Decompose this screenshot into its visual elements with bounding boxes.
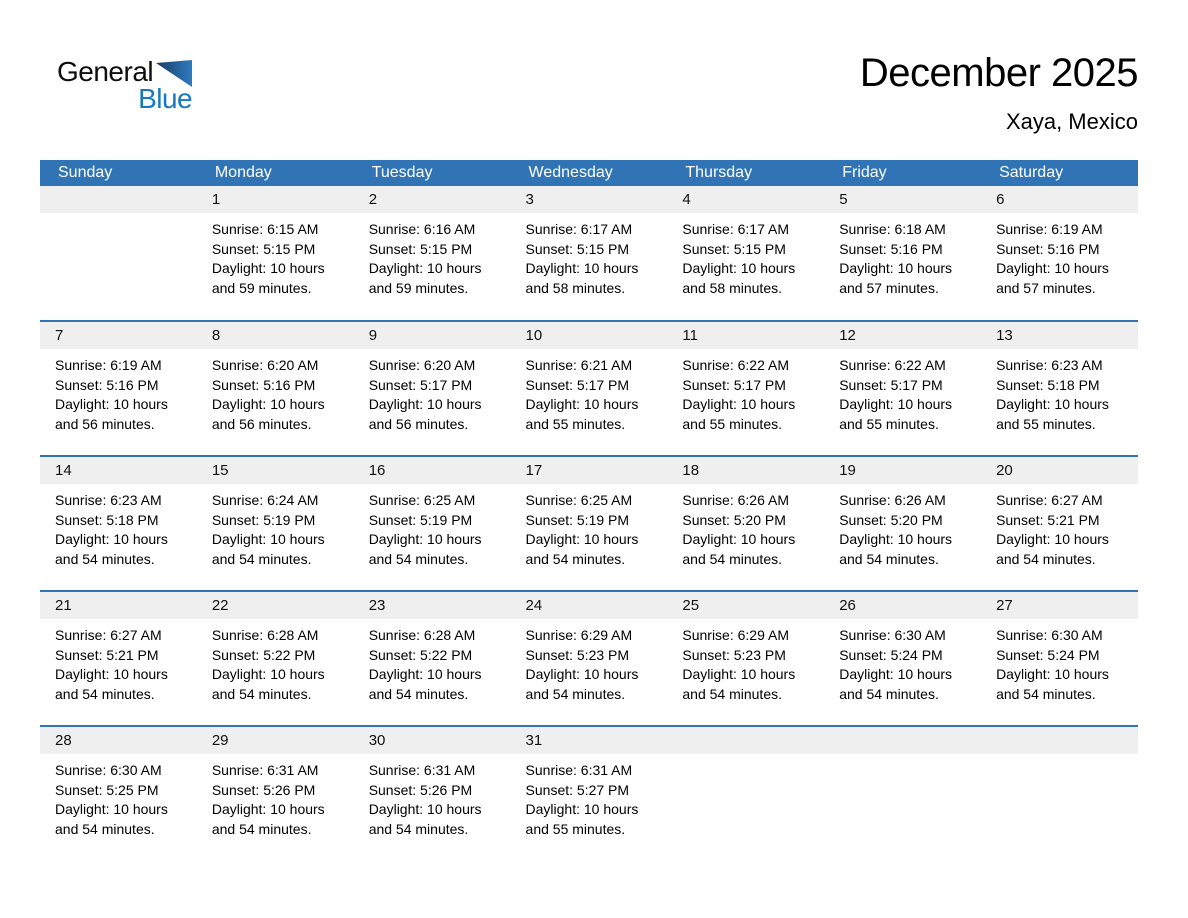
day-header-monday: Monday (197, 160, 354, 186)
week-row-5 (40, 726, 1138, 861)
day-cell-22 (197, 591, 354, 726)
day-details (824, 754, 981, 761)
day-cell-16 (354, 456, 511, 591)
day-cell-31 (511, 726, 668, 861)
day-cell-12 (824, 321, 981, 456)
day-header-tuesday: Tuesday (354, 160, 511, 186)
day-detail-line: Daylight: 10 hours (525, 531, 639, 547)
day-detail-line: Sunrise: 6:21 AM (525, 357, 633, 373)
day-detail-line: Sunset: 5:18 PM (996, 376, 1100, 393)
day-cell-15 (197, 456, 354, 591)
day-detail-line: Daylight: 10 hours (682, 666, 796, 682)
day-number: 6 (981, 186, 1138, 213)
day-number: 31 (511, 727, 668, 754)
day-detail-line: Daylight: 10 hours (996, 666, 1109, 682)
day-number: 21 (40, 592, 197, 619)
day-number: 22 (197, 592, 354, 619)
calendar-table (40, 160, 1138, 861)
day-detail-line: Daylight: 10 hours (368, 396, 482, 412)
day-detail-line: Sunrise: 6:27 AM (996, 492, 1103, 508)
day-number: 11 (667, 322, 824, 349)
day-detail-line: Sunrise: 6:30 AM (839, 627, 946, 643)
day-number: 17 (511, 457, 668, 484)
day-number: 9 (354, 322, 511, 349)
day-cell-20 (981, 456, 1138, 591)
day-detail-line: Daylight: 10 hours (211, 260, 325, 276)
day-detail-line: Sunset: 5:15 PM (682, 240, 786, 257)
day-details (824, 619, 981, 704)
day-detail-line: and 54 minutes. (55, 820, 155, 837)
title-block (860, 50, 1138, 134)
day-details (511, 754, 668, 839)
day-cell-5 (824, 186, 981, 321)
day-cell-26 (824, 591, 981, 726)
day-cell-6 (981, 186, 1138, 321)
day-number: 15 (197, 457, 354, 484)
day-detail-line: Daylight: 10 hours (682, 396, 796, 412)
logo-text-general: General (57, 56, 154, 87)
day-detail-line: and 54 minutes. (839, 685, 939, 702)
day-number: 10 (511, 322, 668, 349)
day-number: 18 (667, 457, 824, 484)
day-detail-line: Sunset: 5:26 PM (368, 781, 473, 798)
day-details (667, 484, 824, 569)
week-row-4 (40, 591, 1138, 726)
day-detail-line: Sunrise: 6:29 AM (682, 627, 789, 643)
day-details (197, 213, 354, 298)
day-cell-27 (981, 591, 1138, 726)
day-details (197, 754, 354, 839)
day-cell-11 (667, 321, 824, 456)
general-blue-logo (57, 58, 192, 113)
day-detail-line: and 54 minutes. (525, 685, 626, 702)
day-details (981, 349, 1138, 434)
day-details (354, 754, 511, 839)
day-detail-line: and 55 minutes. (839, 415, 939, 432)
day-detail-line: Daylight: 10 hours (368, 801, 482, 817)
day-cell-8 (197, 321, 354, 456)
day-detail-line: Daylight: 10 hours (368, 531, 482, 547)
day-detail-line: Sunrise: 6:22 AM (839, 357, 946, 373)
day-detail-line: Sunset: 5:16 PM (839, 240, 943, 257)
day-detail-line: and 54 minutes. (55, 685, 155, 702)
day-cell-25 (667, 591, 824, 726)
day-detail-line: and 55 minutes. (682, 415, 782, 432)
day-number: 4 (667, 186, 824, 213)
day-detail-line: Sunrise: 6:20 AM (211, 357, 319, 373)
day-detail-line: Daylight: 10 hours (682, 260, 796, 276)
day-detail-line: Sunset: 5:16 PM (996, 240, 1100, 257)
day-details (667, 754, 824, 761)
day-details (511, 484, 668, 569)
day-number: 13 (981, 322, 1138, 349)
day-detail-line: Daylight: 10 hours (525, 666, 639, 682)
day-detail-line: and 54 minutes. (682, 685, 782, 702)
day-detail-line: Sunset: 5:19 PM (368, 511, 473, 528)
day-detail-line: Sunset: 5:17 PM (525, 376, 630, 393)
day-details (197, 484, 354, 569)
day-detail-line: Sunset: 5:23 PM (682, 646, 786, 663)
day-detail-line: Sunrise: 6:20 AM (368, 357, 476, 373)
day-detail-line: and 54 minutes. (996, 550, 1096, 567)
week-row-3 (40, 456, 1138, 591)
day-number (40, 186, 197, 213)
day-detail-line: Sunset: 5:20 PM (839, 511, 943, 528)
day-detail-line: Daylight: 10 hours (525, 396, 639, 412)
day-detail-line: and 54 minutes. (211, 550, 312, 567)
day-number: 28 (40, 727, 197, 754)
day-number (824, 727, 981, 754)
day-cell-14 (40, 456, 197, 591)
day-cell-19 (824, 456, 981, 591)
day-number: 23 (354, 592, 511, 619)
day-details (981, 484, 1138, 569)
page-subtitle: Xaya, Mexico (1005, 109, 1138, 134)
day-cell-30 (354, 726, 511, 861)
day-number: 1 (197, 186, 354, 213)
day-details (824, 213, 981, 298)
day-detail-line: and 54 minutes. (525, 550, 626, 567)
day-detail-line: Sunrise: 6:19 AM (996, 221, 1103, 237)
day-cell-7 (40, 321, 197, 456)
day-detail-line: Sunrise: 6:16 AM (368, 221, 476, 237)
day-header-friday: Friday (824, 160, 981, 186)
day-cell-9 (354, 321, 511, 456)
day-detail-line: Sunrise: 6:22 AM (682, 357, 789, 373)
day-detail-line: Daylight: 10 hours (211, 666, 325, 682)
day-number: 2 (354, 186, 511, 213)
day-details (40, 754, 197, 839)
day-cell-4 (667, 186, 824, 321)
day-detail-line: Sunrise: 6:25 AM (368, 492, 476, 508)
day-details (667, 349, 824, 434)
day-cell-2 (354, 186, 511, 321)
day-detail-line: Sunset: 5:18 PM (55, 511, 159, 528)
day-detail-line: Sunset: 5:16 PM (55, 376, 159, 393)
day-details (824, 349, 981, 434)
logo-text-blue: Blue (138, 83, 193, 114)
day-detail-line: Sunrise: 6:27 AM (55, 627, 162, 643)
day-details (981, 754, 1138, 761)
day-detail-line: Sunrise: 6:31 AM (368, 762, 476, 778)
day-detail-line: Daylight: 10 hours (839, 396, 953, 412)
day-detail-line: Daylight: 10 hours (55, 666, 168, 682)
day-detail-line: Sunrise: 6:18 AM (839, 221, 946, 237)
day-details (40, 213, 197, 220)
day-detail-line: Daylight: 10 hours (839, 260, 953, 276)
day-detail-line: Daylight: 10 hours (55, 396, 168, 412)
day-detail-line: Sunrise: 6:23 AM (55, 492, 162, 508)
day-details (354, 484, 511, 569)
day-detail-line: and 59 minutes. (368, 279, 469, 296)
day-detail-line: Sunrise: 6:31 AM (211, 762, 319, 778)
day-detail-line: Sunset: 5:17 PM (839, 376, 943, 393)
day-number: 26 (824, 592, 981, 619)
day-detail-line: Daylight: 10 hours (525, 260, 639, 276)
day-detail-line: Sunset: 5:24 PM (996, 646, 1100, 663)
day-cell-10 (511, 321, 668, 456)
day-detail-line: Sunset: 5:27 PM (525, 781, 630, 798)
day-cell-24 (511, 591, 668, 726)
day-detail-line: Sunset: 5:20 PM (682, 511, 786, 528)
day-detail-line: Sunrise: 6:30 AM (55, 762, 162, 778)
day-detail-line: Sunset: 5:23 PM (525, 646, 630, 663)
day-number: 20 (981, 457, 1138, 484)
day-cell-empty (40, 186, 197, 321)
day-number: 14 (40, 457, 197, 484)
page-header (0, 0, 1188, 160)
day-detail-line: Daylight: 10 hours (211, 531, 325, 547)
day-detail-line: Daylight: 10 hours (839, 531, 953, 547)
day-detail-line: and 56 minutes. (211, 415, 312, 432)
day-detail-line: and 59 minutes. (211, 279, 312, 296)
day-detail-line: Daylight: 10 hours (211, 396, 325, 412)
day-detail-line: Sunrise: 6:19 AM (55, 357, 162, 373)
day-detail-line: Sunrise: 6:17 AM (525, 221, 633, 237)
day-details (197, 619, 354, 704)
day-detail-line: Daylight: 10 hours (682, 531, 796, 547)
day-detail-line: and 54 minutes. (55, 550, 155, 567)
day-detail-line: and 54 minutes. (839, 550, 939, 567)
day-detail-line: Sunset: 5:21 PM (996, 511, 1100, 528)
day-number: 27 (981, 592, 1138, 619)
day-detail-line: Sunrise: 6:23 AM (996, 357, 1103, 373)
day-detail-line: Sunset: 5:25 PM (55, 781, 159, 798)
day-details (667, 619, 824, 704)
day-detail-line: Sunset: 5:15 PM (525, 240, 630, 257)
day-detail-line: and 54 minutes. (211, 820, 312, 837)
day-detail-line: and 54 minutes. (996, 685, 1096, 702)
day-number (981, 727, 1138, 754)
day-cell-1 (197, 186, 354, 321)
day-detail-line: and 54 minutes. (682, 550, 782, 567)
calendar-day-header-row (40, 160, 1138, 186)
day-detail-line: and 56 minutes. (55, 415, 155, 432)
day-number: 12 (824, 322, 981, 349)
day-detail-line: Sunrise: 6:15 AM (211, 221, 319, 237)
day-detail-line: Sunset: 5:21 PM (55, 646, 159, 663)
day-detail-line: Sunset: 5:16 PM (211, 376, 316, 393)
day-detail-line: and 58 minutes. (525, 279, 626, 296)
day-header-wednesday: Wednesday (511, 160, 668, 186)
day-detail-line: and 57 minutes. (839, 279, 939, 296)
day-cell-21 (40, 591, 197, 726)
day-cell-empty (824, 726, 981, 861)
day-details (197, 349, 354, 434)
day-detail-line: Sunset: 5:17 PM (682, 376, 786, 393)
day-detail-line: and 56 minutes. (368, 415, 469, 432)
day-detail-line: Sunset: 5:22 PM (211, 646, 316, 663)
day-detail-line: and 57 minutes. (996, 279, 1096, 296)
day-detail-line: Sunrise: 6:25 AM (525, 492, 633, 508)
day-detail-line: Sunset: 5:26 PM (211, 781, 316, 798)
day-number: 5 (824, 186, 981, 213)
day-number: 29 (197, 727, 354, 754)
day-cell-23 (354, 591, 511, 726)
day-detail-line: Daylight: 10 hours (211, 801, 325, 817)
day-cell-28 (40, 726, 197, 861)
day-number: 3 (511, 186, 668, 213)
day-number: 30 (354, 727, 511, 754)
day-number: 24 (511, 592, 668, 619)
day-cell-29 (197, 726, 354, 861)
week-row-1 (40, 186, 1138, 321)
day-cell-18 (667, 456, 824, 591)
day-detail-line: Daylight: 10 hours (55, 801, 168, 817)
day-detail-line: Sunset: 5:17 PM (368, 376, 473, 393)
day-detail-line: Sunrise: 6:29 AM (525, 627, 633, 643)
day-detail-line: and 55 minutes. (996, 415, 1096, 432)
day-detail-line: Sunrise: 6:26 AM (682, 492, 789, 508)
day-details (667, 213, 824, 298)
day-detail-line: Sunset: 5:22 PM (368, 646, 473, 663)
day-detail-line: Sunrise: 6:30 AM (996, 627, 1103, 643)
day-cell-3 (511, 186, 668, 321)
week-row-2 (40, 321, 1138, 456)
day-cell-empty (667, 726, 824, 861)
day-detail-line: Sunset: 5:19 PM (525, 511, 630, 528)
day-detail-line: and 55 minutes. (525, 415, 626, 432)
day-number: 8 (197, 322, 354, 349)
day-detail-line: Daylight: 10 hours (839, 666, 953, 682)
day-detail-line: and 55 minutes. (525, 820, 626, 837)
day-details (511, 213, 668, 298)
day-details (354, 349, 511, 434)
day-detail-line: Sunrise: 6:31 AM (525, 762, 633, 778)
day-cell-empty (981, 726, 1138, 861)
day-details (354, 213, 511, 298)
day-number: 7 (40, 322, 197, 349)
day-detail-line: Sunrise: 6:17 AM (682, 221, 789, 237)
day-details (354, 619, 511, 704)
day-number (667, 727, 824, 754)
day-detail-line: and 54 minutes. (368, 685, 469, 702)
day-detail-line: and 58 minutes. (682, 279, 782, 296)
day-detail-line: Daylight: 10 hours (525, 801, 639, 817)
day-cell-13 (981, 321, 1138, 456)
day-details (981, 619, 1138, 704)
day-detail-line: Daylight: 10 hours (996, 531, 1109, 547)
day-detail-line: Sunset: 5:15 PM (211, 240, 316, 257)
day-detail-line: Daylight: 10 hours (996, 396, 1109, 412)
day-detail-line: Daylight: 10 hours (368, 260, 482, 276)
day-detail-line: Daylight: 10 hours (996, 260, 1109, 276)
day-number: 19 (824, 457, 981, 484)
day-detail-line: and 54 minutes. (368, 820, 469, 837)
day-detail-line: Sunrise: 6:28 AM (368, 627, 476, 643)
day-detail-line: and 54 minutes. (368, 550, 469, 567)
day-number: 16 (354, 457, 511, 484)
day-details (511, 349, 668, 434)
day-details (40, 349, 197, 434)
day-detail-line: Sunrise: 6:28 AM (211, 627, 319, 643)
day-header-sunday: Sunday (40, 160, 197, 186)
day-details (511, 619, 668, 704)
day-detail-line: Sunset: 5:15 PM (368, 240, 473, 257)
day-detail-line: Sunrise: 6:24 AM (211, 492, 319, 508)
day-details (824, 484, 981, 569)
day-detail-line: Daylight: 10 hours (368, 666, 482, 682)
day-number: 25 (667, 592, 824, 619)
day-details (40, 484, 197, 569)
day-header-thursday: Thursday (667, 160, 824, 186)
day-details (981, 213, 1138, 298)
day-detail-line: Sunrise: 6:26 AM (839, 492, 946, 508)
day-cell-17 (511, 456, 668, 591)
day-detail-line: and 54 minutes. (211, 685, 312, 702)
page-title: December 2025 (859, 51, 1138, 95)
day-detail-line: Sunset: 5:19 PM (211, 511, 316, 528)
day-details (40, 619, 197, 704)
day-header-saturday: Saturday (981, 160, 1138, 186)
day-detail-line: Sunset: 5:24 PM (839, 646, 943, 663)
day-detail-line: Daylight: 10 hours (55, 531, 168, 547)
